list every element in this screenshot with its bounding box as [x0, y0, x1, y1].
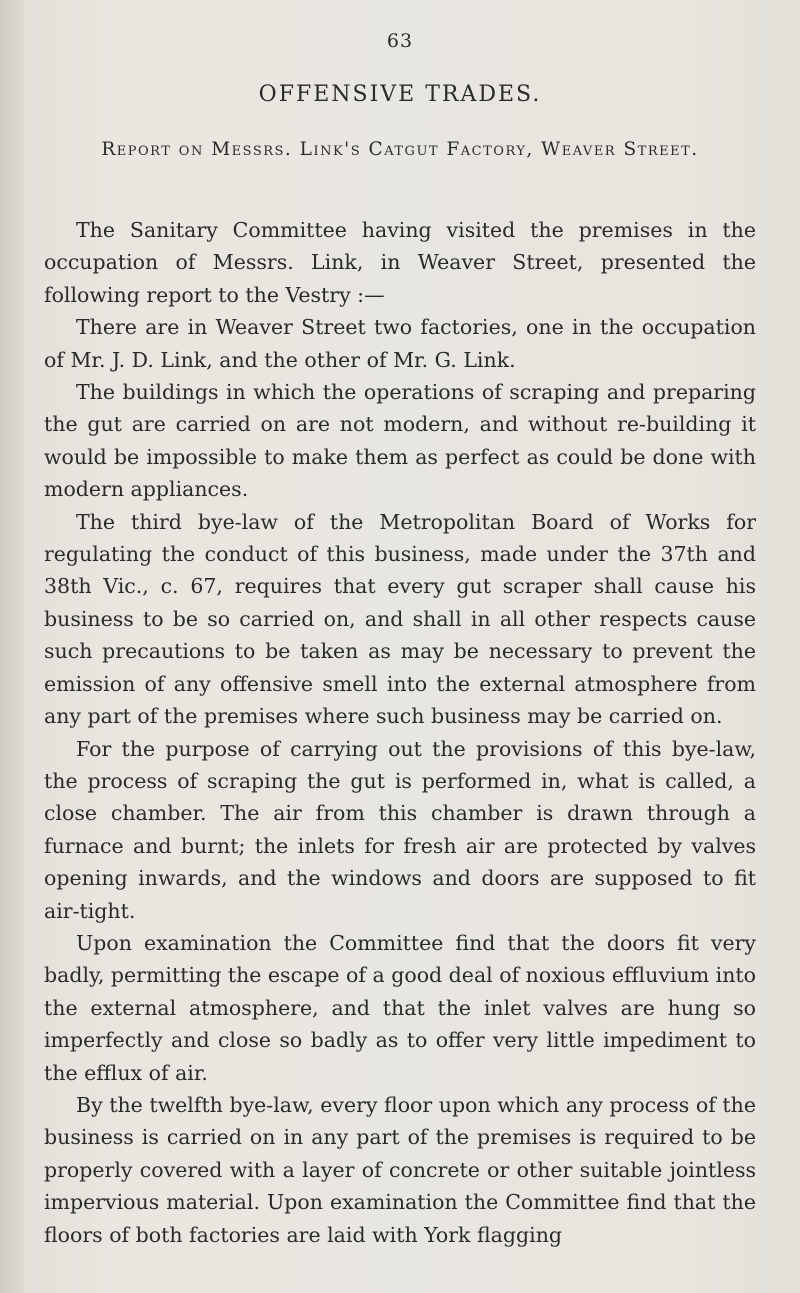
report-body — [44, 214, 756, 1251]
page-gutter-shadow — [0, 0, 24, 1293]
paragraph-intro: The Sanitary Committee having visited the premises in the occupation of Messrs. Link, in Weaver Street, presented the following report to the Vestry :— — [44, 218, 756, 307]
paragraph-buildings: The buildings in which the operations of scraping and preparing the gut are carried on are not modern, and without re-building it would be impossible to make them as perfect as could be done with modern appliances. — [44, 380, 756, 502]
section-title: OFFENSIVE TRADES. — [258, 82, 542, 107]
paragraph-close-chamber: For the purpose of carrying out the provisions of this bye-law, the process of scraping the gut is performed in, what is called, a close chamber. The air from this chamber is drawn through a furnace and burnt; the inlets for fresh air are protected by valves opening inwards, and the windows and doors are supposed to fit air-tight. — [44, 736, 756, 923]
page-number: 63 — [386, 30, 414, 52]
paragraph-examination-doors: Upon examination the Committee find that the doors fit very badly, permitting the escape of a good deal of noxious effluvium into the external atmosphere, and that the inlet valves are hung so imperfectly and close so badly as to offer very little impediment to the efflux of air. — [44, 930, 757, 1085]
report-subtitle: Report on Messrs. Link's Catgut Factory, Weaver Street. — [101, 139, 699, 160]
paragraph-twelfth-bye-law: By the twelfth bye-law, every floor upon which any process of the business is carried on in any part of the premises is required to be properly covered with a layer of concrete or other suitable jointless impervious material. Upon examination the Committee find that the floors of both factories are laid with York flagging — [44, 1092, 756, 1247]
paragraph-third-bye-law: The third bye-law of the Metropolitan Board of Works for regulating the conduct of this business, made under the 37th and 38th Vic., c. 67, requires that every gut scraper shall cause his business to be so carried on, and shall in all other respects cause such precautions to be taken as may be necessary to prevent the emission of any offensive smell into the external atmosphere from any part of the premises where such business may be carried on. — [44, 509, 756, 729]
paragraph-factories: There are in Weaver Street two factories, one in the occupation of Mr. J. D. Link, and the other of Mr. G. Link. — [44, 315, 756, 372]
